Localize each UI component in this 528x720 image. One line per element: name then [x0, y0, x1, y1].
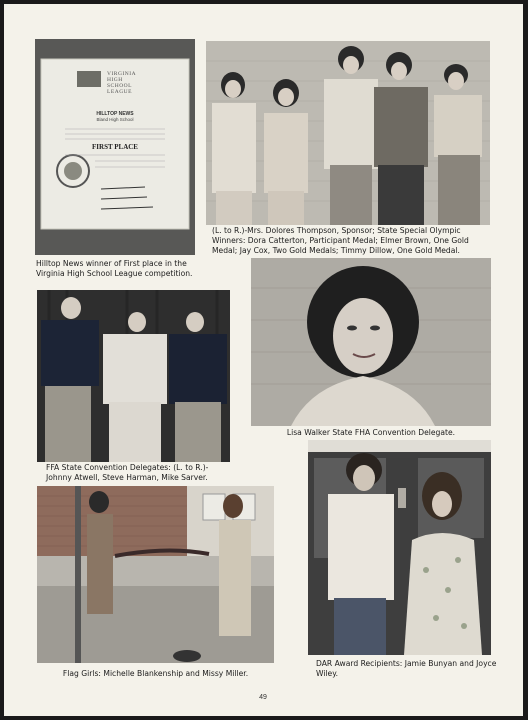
dar-award-art [308, 440, 491, 655]
certificate-caption: Hilltop News winner of First place in the Virginia High School League competition. [36, 259, 193, 278]
cert-school-sub: Bland High School [96, 117, 134, 122]
cert-header [107, 71, 136, 95]
cert-award: FIRST PLACE [92, 143, 138, 151]
yearbook-page [4, 4, 523, 716]
cert-school: HILLTOP NEWS [96, 111, 134, 117]
olympics-group-photo [206, 41, 490, 225]
cert-header-line: VIRGINIA [107, 71, 137, 77]
olympics-caption: (L. to R.)-Mrs. Dolores Thompson, Sponsor; State Special Olympic Winners: Dora Catterton, Participant Medal; Elmer Brown, One Gold Medal; Jay Cox, Two Gold Medals; Timmy Dillow, One Gold Medal. [212, 226, 469, 255]
cert-header-line: LEAGUE [107, 89, 132, 95]
ffa-delegates-art [37, 290, 230, 462]
flag-girls-caption: Flag Girls: Michelle Blankenship and Missy Miller. [62, 669, 249, 678]
ffa-caption: FFA State Convention Delegates: (L. to R.)-Johnny Atwell, Steve Harman, Mike Sarver. [46, 463, 209, 482]
flag-girls-photo [37, 486, 274, 663]
ffa-delegates-photo [37, 290, 230, 462]
olympics-group-art [206, 41, 490, 225]
dar-caption: DAR Award Recipients: Jamie Bunyan and Joyce Wiley. [316, 659, 497, 678]
certificate-photo [35, 39, 195, 255]
portrait-art [251, 258, 491, 426]
flag-girls-art [37, 486, 274, 663]
portrait-photo [251, 258, 491, 426]
portrait-caption: Lisa Walker State FHA Convention Delegate. [286, 428, 456, 437]
cert-header-line: HIGH [107, 77, 123, 83]
page-number: 49 [259, 694, 267, 701]
cert-header-line: SCHOOL [107, 83, 133, 89]
dar-award-photo [308, 440, 491, 655]
